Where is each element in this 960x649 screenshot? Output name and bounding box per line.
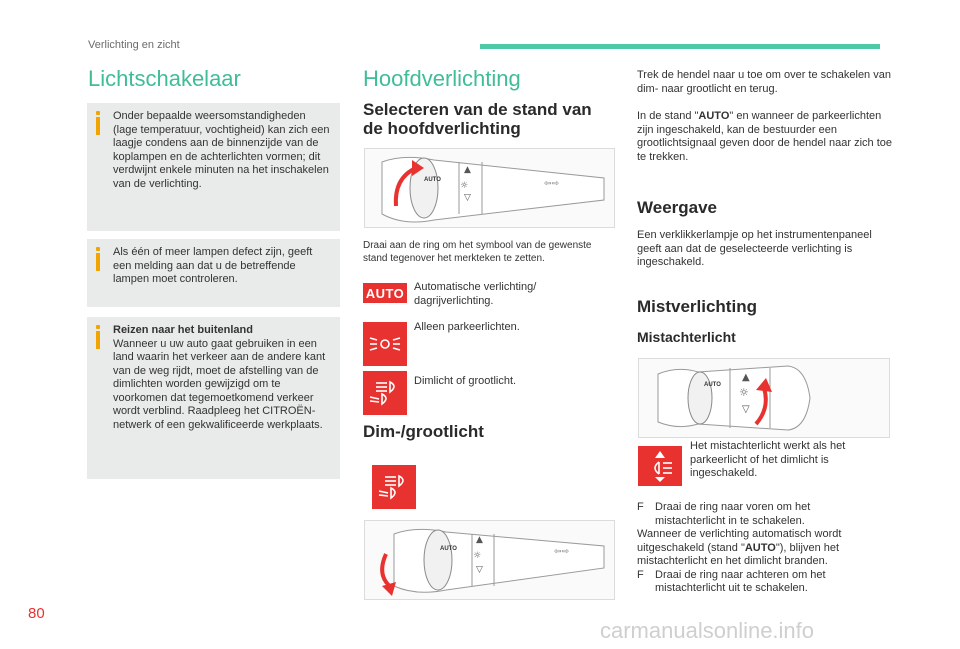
stalk-auto-label: AUTO	[440, 546, 457, 552]
mist-auto-note	[637, 528, 882, 569]
rear-fog-light-icon	[638, 446, 682, 486]
down-triangle-icon: ▽	[464, 193, 471, 203]
info-box-text: Als één of meer lampen defect zijn, geeft een melding aan dat u de betreffende lampen moet controleren.	[113, 246, 313, 285]
bullet-glyph: F	[637, 501, 644, 513]
text-run: Wanneer de verlichting automatisch wordt uitgeschakeld (stand "	[637, 528, 842, 554]
middle-title: Hoofdverlichting	[363, 66, 521, 91]
text-run: In de stand "	[637, 110, 699, 122]
section-label: Verlichting en zicht	[88, 39, 180, 51]
dipped-main-beam-icon-2	[372, 465, 416, 509]
fog-light-icon: ☼	[739, 386, 749, 399]
dim-title: Dim-/grootlicht	[363, 422, 484, 441]
bullet-text: Draai de ring naar voren om het mistachterlicht in te schakelen.	[655, 501, 811, 527]
page-number: 80	[28, 605, 45, 622]
middle-subtitle: Selecteren van de stand van de hoofdverlichting	[363, 100, 592, 138]
info-icon	[96, 247, 100, 271]
auto-bold: AUTO	[698, 110, 730, 122]
up-triangle-icon: ▲	[476, 535, 483, 545]
up-triangle-icon: ▲	[464, 165, 471, 175]
info-box-lamp-defect	[87, 239, 340, 307]
text-run: "), blijven het mistachterlicht en het dimlicht branden.	[637, 541, 840, 567]
watermark: carmanualsonline.info	[600, 618, 815, 643]
up-triangle-icon: ▲	[742, 372, 750, 383]
weergave-title: Weergave	[637, 198, 718, 217]
bullet-text: Draai de ring naar achteren om het mistachterlicht uit te schakelen.	[655, 568, 826, 594]
info-box-title: Reizen naar het buitenland	[113, 324, 253, 336]
mist-subtitle: Mistachterlicht	[637, 329, 736, 345]
fog-light-icon: ☼	[460, 181, 469, 191]
right-para-2	[637, 110, 892, 164]
auto-bold: AUTO	[744, 541, 776, 554]
auto-description: Automatische verlichting/ dagrijverlichting.	[414, 281, 537, 307]
bullet-item	[637, 569, 882, 596]
info-icon	[96, 111, 100, 135]
mist-title: Mistverlichting	[637, 297, 757, 316]
info-box-abroad	[87, 317, 340, 479]
info-box-text: Wanneer u uw auto gaat gebruiken in een land waarin het verkeer aan de andere kant van de weg rijdt, moet de afstelling van de dimlichten worden gewijzigd om te voorkomen dat tegemoetkomend verkeer wordt verblind. Raadpleeg het CITROËN-netwerk of een gekwalificeerde werkplaats.	[113, 337, 326, 431]
mist-instructions	[637, 501, 882, 596]
weergave-text: Een verklikkerlampje op het instrumentenpaneel geeft aan dat de geselecteerde verlichting is ingeschakeld.	[637, 229, 872, 268]
dim-main-stalk-figure	[364, 520, 615, 600]
bullet-item	[637, 501, 882, 528]
dipped-main-beam-icon	[363, 371, 407, 415]
auto-badge: AUTO	[363, 283, 407, 303]
stalk-auto-label: AUTO	[424, 177, 441, 183]
info-icon	[96, 325, 100, 349]
fog-light-stalk-figure	[638, 358, 890, 438]
light-switch-stalk-figure	[364, 148, 615, 228]
stalk-auto-label: AUTO	[704, 382, 721, 388]
indicator-icon: ⇦⇨	[544, 179, 560, 189]
down-triangle-icon: ▽	[476, 565, 483, 575]
down-triangle-icon: ▽	[742, 404, 750, 415]
dim-description: Dimlicht of grootlicht.	[414, 375, 517, 387]
right-para-1: Trek de hendel naar u toe om over te schakelen van dim- naar grootlicht en terug.	[637, 69, 891, 95]
mist-info-text: Het mistachterlicht werkt als het parkeerlicht of het dimlicht is ingeschakeld.	[690, 440, 846, 479]
parking-lights-icon	[363, 322, 407, 366]
indicator-icon: ⇦⇨	[554, 547, 570, 557]
figure-caption: Draai aan de ring om het symbool van de gewenste stand tegenover het merkteken te zetten.	[363, 240, 592, 264]
section-accent-bar	[480, 44, 880, 49]
fog-light-icon: ☼	[473, 551, 482, 561]
info-box-text: Onder bepaalde weersomstandigheden (lage temperatuur, vochtigheid) kan zich een laagje condens aan de binnenzijde van de koplampen en de achterlichten vormen; dit verdwijnt enkele minuten na het inschakelen van de verlichting.	[113, 110, 330, 190]
left-title: Lichtschakelaar	[88, 66, 241, 91]
parking-description: Alleen parkeerlichten.	[414, 321, 520, 333]
bullet-glyph: F	[637, 568, 644, 581]
text-run: " en wanneer de parkeerlichten zijn ingeschakeld, kan de bestuurder een grootlichtsignaal geven door de hendel naar zich toe te trekken.	[637, 110, 893, 163]
info-box-condensation	[87, 103, 340, 231]
